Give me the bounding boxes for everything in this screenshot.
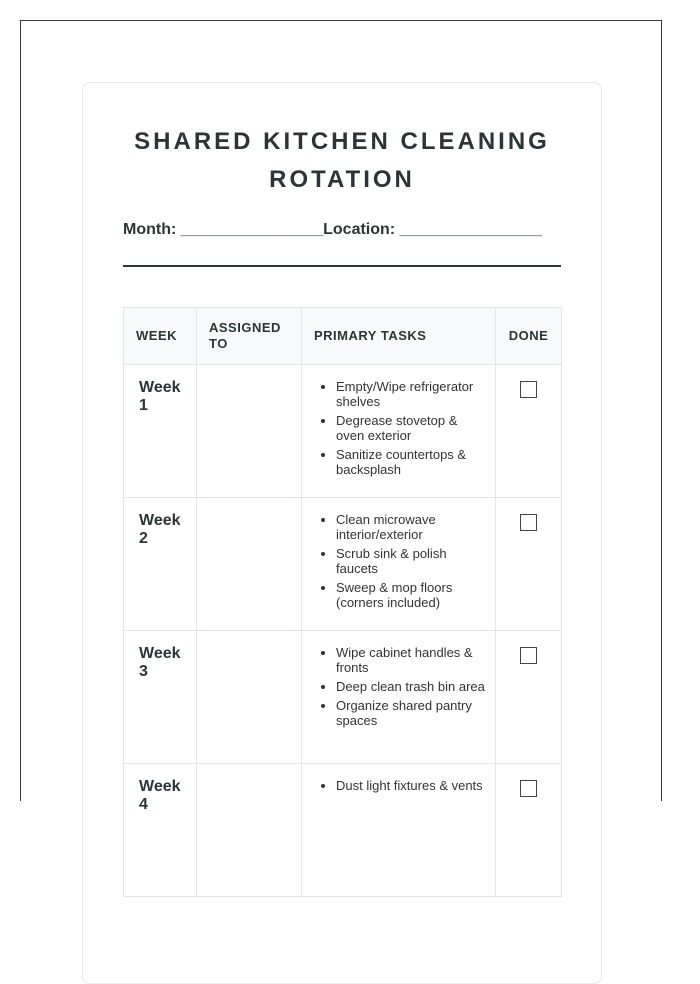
task-list <box>302 631 495 728</box>
week-cell <box>124 764 197 897</box>
month-label: Month: <box>123 221 181 238</box>
done-checkbox[interactable] <box>520 780 537 797</box>
task-list <box>302 498 495 610</box>
assigned-to-cell[interactable] <box>197 365 302 498</box>
week-cell <box>124 631 197 764</box>
done-checkbox[interactable] <box>520 514 537 531</box>
done-checkbox[interactable] <box>520 647 537 664</box>
task-item: • Sanitize countertops & backsplash <box>336 447 485 477</box>
assigned-to-cell[interactable] <box>197 764 302 897</box>
rotation-table <box>123 307 562 897</box>
done-cell <box>496 764 562 897</box>
week-label: Week 1 <box>139 379 181 414</box>
tasks-cell <box>302 365 496 498</box>
done-cell <box>496 631 562 764</box>
header-primary-tasks: PRIMARY TASKS <box>302 308 496 365</box>
header-assigned-to: ASSIGNED TO <box>197 308 302 365</box>
location-blank: ________________ <box>399 221 542 238</box>
task-item: • Scrub sink & polish faucets <box>336 546 485 576</box>
task-item: • Deep clean trash bin area <box>336 679 485 694</box>
done-checkbox[interactable] <box>520 381 537 398</box>
task-item: • Empty/Wipe refrigerator shelves <box>336 379 485 409</box>
done-cell <box>496 498 562 631</box>
header-week: WEEK <box>124 308 197 365</box>
rotation-card <box>82 82 602 984</box>
month-blank: ________________ <box>180 221 324 238</box>
week-label: Week 3 <box>139 645 181 680</box>
page-title: SHARED KITCHEN CLEANING ROTATION <box>134 128 550 193</box>
week-label: Week 4 <box>139 778 181 813</box>
task-list <box>302 365 495 477</box>
assigned-to-cell[interactable] <box>197 498 302 631</box>
task-item: • Sweep & mop floors (corners included) <box>336 580 485 610</box>
table-row <box>124 498 562 631</box>
header-done: DONE <box>496 308 562 365</box>
table-header-row <box>124 308 562 365</box>
location-label: Location: <box>323 221 400 238</box>
table-row <box>124 631 562 764</box>
tasks-cell <box>302 764 496 897</box>
task-list <box>302 764 495 793</box>
blank-rule-line <box>123 265 561 267</box>
week-cell <box>124 365 197 498</box>
document-viewport <box>20 20 662 813</box>
task-item: • Organize shared pantry spaces <box>336 698 485 728</box>
done-cell <box>496 365 562 498</box>
tasks-cell <box>302 631 496 764</box>
table-row <box>124 365 562 498</box>
task-item: • Clean microwave interior/exterior <box>336 512 485 542</box>
table-row <box>124 764 562 897</box>
tasks-cell <box>302 498 496 631</box>
week-cell <box>124 498 197 631</box>
task-item: • Degrease stovetop & oven exterior <box>336 413 485 443</box>
task-item: • Dust light fixtures & vents <box>336 778 485 793</box>
assigned-to-cell[interactable] <box>197 631 302 764</box>
week-label: Week 2 <box>139 512 181 547</box>
task-item: • Wipe cabinet handles & fronts <box>336 645 485 675</box>
meta-fields <box>123 221 561 239</box>
